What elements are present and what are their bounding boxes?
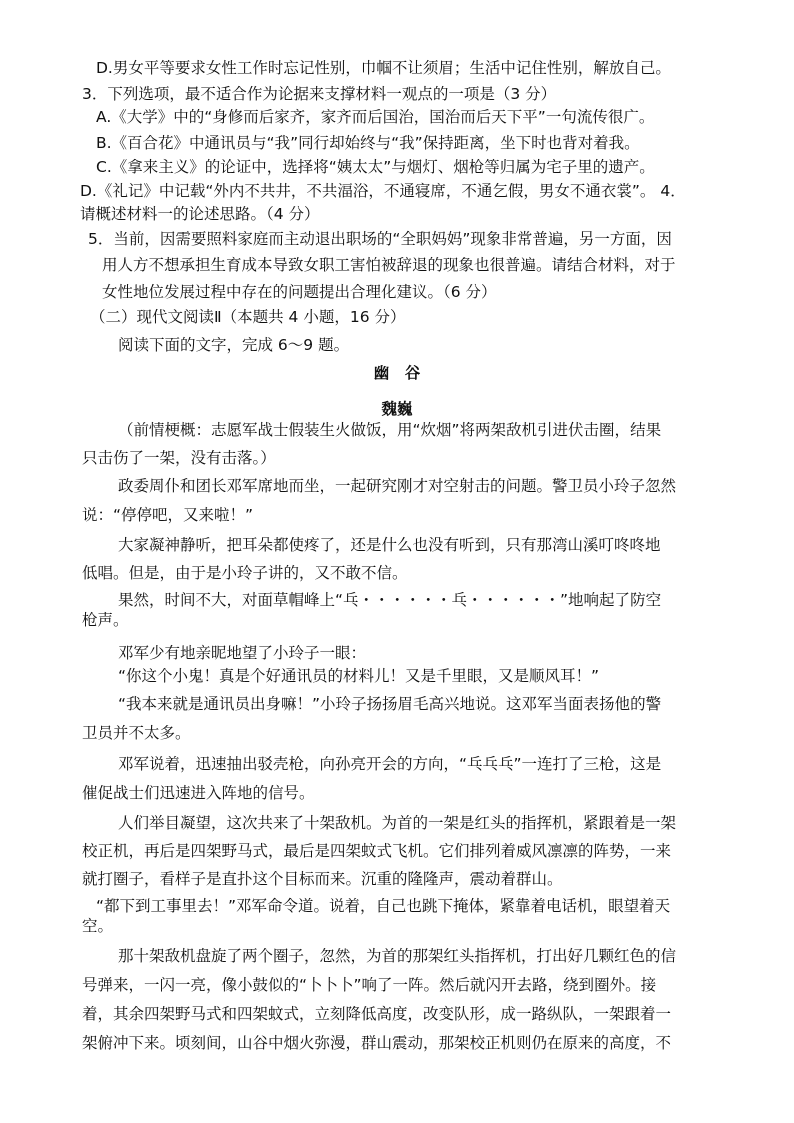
paragraph: 那十架敌机盘旋了两个圈子，忽然，为首的那架红头指挥机，打出好几颗红色的信 <box>118 947 677 965</box>
paragraph: 催促战士们迅速进入阵地的信号。 <box>82 784 315 802</box>
paragraph: 架俯冲下来。顷刻间，山谷中烟火弥漫，群山震动，那架校正机则仍在原来的高度，不 <box>82 1034 672 1052</box>
story-author: 魏巍 <box>381 400 413 418</box>
q2-option-d: D.男女平等要求女性工作时忘记性别，巾帼不让须眉；生活中记住性别，解放自己。 <box>96 59 671 77</box>
paragraph: 果然，时间不大，对面草帽峰上“乓・・・・・・乓・・・・・・”地响起了防空 <box>118 591 662 609</box>
question-3: 3．下列选项，最不适合作为论据来支撑材料一观点的一项是（3 分） <box>82 85 557 103</box>
question-4: 请概述材料一的论述思路。（4 分） <box>80 205 320 223</box>
paragraph: 低唱。但是，由于是小玲子讲的，又不敢不信。 <box>82 564 408 582</box>
paragraph: “你这个小鬼！真是个好通讯员的材料儿！又是千里眼，又是顺风耳！” <box>118 667 600 685</box>
q3-option-a: A.《大学》中的“身修而后家齐，家齐而后国治，国治而后天下平”一句流传很广。 <box>96 108 655 126</box>
paragraph: 邓军少有地亲昵地望了小玲子一眼： <box>118 644 367 662</box>
paragraph: 人们举目凝望，这次共来了十架敌机。为首的一架是红头的指挥机，紧跟着是一架 <box>118 814 677 832</box>
paragraph: 空。 <box>82 917 114 935</box>
paragraph: 邓军说着，迅速抽出驳壳枪，向孙亮开会的方向，“乓乓乓”一连打了三枪，这是 <box>118 755 662 773</box>
paragraph: 枪声。 <box>82 611 129 629</box>
story-title: 幽 谷 <box>373 364 421 382</box>
paragraph: 大家凝神静听，把耳朵都使疼了，还是什么也没有听到，只有那湾山溪叮咚咚地 <box>118 536 661 554</box>
q3-option-d: D.《礼记》中记载“外内不共井，不共湢浴，不通寝席，不通乞假，男女不通衣裳”。 4． <box>80 182 686 200</box>
paragraph: 着，其余四架野马式和四架蚊式，立刻降低高度，改变队形，成一路纵队，一架跟着一 <box>82 1005 672 1023</box>
reading-instruction: 阅读下面的文字，完成 6～9 题。 <box>118 336 350 354</box>
paragraph: 校正机，再后是四架野马式，最后是四架蚊式飞机。它们排列着威风凛凛的阵势，一来 <box>82 842 672 860</box>
paragraph: “我本来就是通讯员出身嘛！”小玲子扬扬眉毛高兴地说。这邓军当面表扬他的警 <box>118 695 662 713</box>
paragraph: 卫员并不太多。 <box>82 724 191 742</box>
question-5-line-1: 5．当前，因需要照料家庭而主动退出职场的“全职妈妈”现象非常普遍，另一方面，因 <box>88 230 672 248</box>
paragraph: 只击伤了一架，没有击落。） <box>82 449 276 467</box>
paragraph: 说：“停停吧，又来啦！” <box>82 506 254 524</box>
q3-option-b: B.《百合花》中通讯员与“我”同行却始终与“我”保持距离，坐下时也背对着我。 <box>96 134 640 152</box>
question-5-line-2: 用人方不想承担生育成本导致女职工害怕被辞退的现象也很普遍。请结合材料，对于 <box>102 256 676 274</box>
paragraph: 就打圈子，看样子是直扑这个目标而来。沉重的隆隆声，震动着群山。 <box>82 870 563 888</box>
question-5-line-3: 女性地位发展过程中存在的问题提出合理化建议。（6 分） <box>102 283 497 301</box>
paragraph: 政委周仆和团长邓军席地而坐，一起研究刚才对空射击的问题。警卫员小玲子忽然 <box>118 477 677 495</box>
paragraph: “都下到工事里去！”邓军命令道。说着，自己也跳下掩体，紧靠着电话机，眼望着天 <box>96 897 671 915</box>
q3-option-c: C.《拿来主义》的论证中，选择将“姨太太”与烟灯、烟枪等归属为宅子里的遗产。 <box>96 158 655 176</box>
section-heading: （二）现代文阅读Ⅱ（本题共 4 小题，16 分） <box>90 308 406 326</box>
paragraph: 号弹来，一闪一亮，像小鼓似的“卜卜卜”响了一阵。然后就闪开去路，绕到圈外。接 <box>82 976 657 994</box>
paragraph: （前情梗概：志愿军战士假装生火做饭，用“炊烟”将两架敌机引进伏击圈，结果 <box>118 421 662 439</box>
